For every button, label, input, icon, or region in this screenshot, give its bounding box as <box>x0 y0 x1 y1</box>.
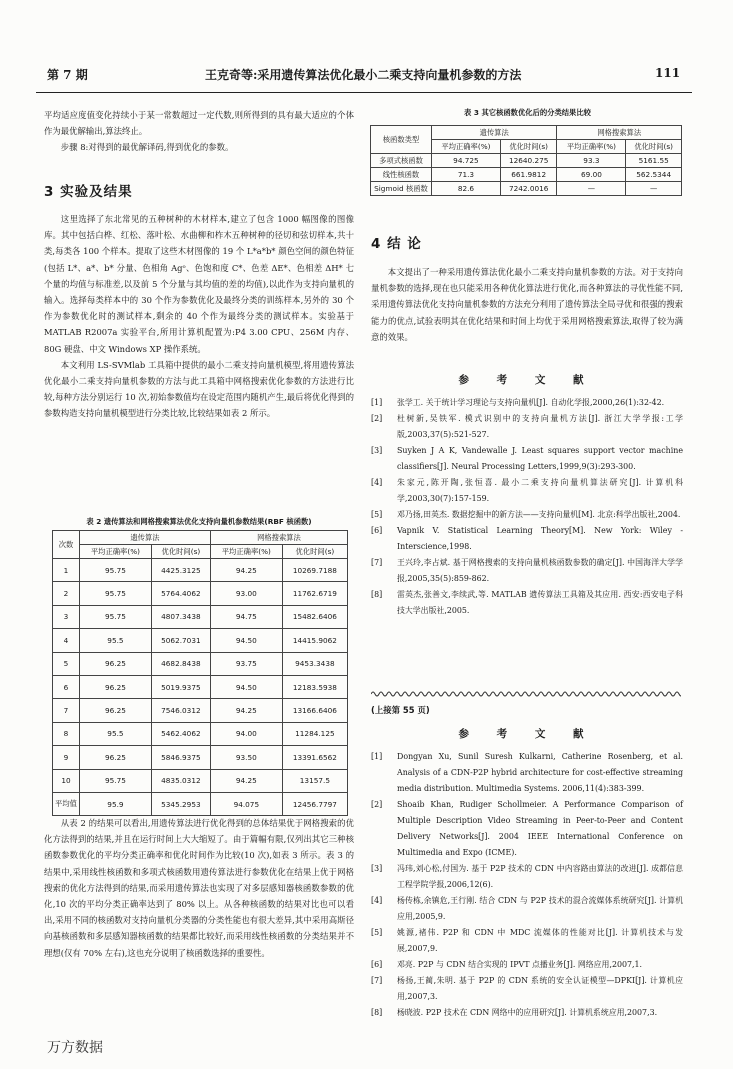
table-row <box>53 722 348 745</box>
table-row <box>53 652 348 675</box>
table-row <box>53 699 348 722</box>
reference-item <box>371 523 683 555</box>
table-cell: 5846.9375 <box>151 746 210 769</box>
reference-item <box>371 797 683 861</box>
table-cell: 94.25 <box>210 559 282 582</box>
table-cell: 94.75 <box>210 605 282 628</box>
reference-number: [4] <box>371 896 383 905</box>
reference-item <box>371 443 683 475</box>
group-header: 遗传算法 <box>432 126 557 140</box>
reference-text: 王兴玲,李占斌. 基于网格搜索的支持向量机核函数参数的确定[J]. 中国海洋大学学报,2005,35(5):859-862. <box>397 558 683 583</box>
reference-number: [6] <box>371 526 383 535</box>
paragraph: 从表 2 的结果可以看出,用遗传算法进行优化得到的总体结果优于网格搜索的优化方法得到的结果,并且在运行时间上大大缩短了。由于篇幅有限,仅列出其它三种核函数参数优化的平均分类正确率和优化时间作为比较(10 次),如表 3 所示。表 3 的结果中,采用线性核函数和多项式核函数用遗传算法进行参数优化在结果上优于网格搜索的优化方法得到的结果,而采用遗传算法也实现了对多层感知器核函数参数的优化,10 次的平均分类正确率达到了 80% 以上。从各种核函数的结果对比也可以看出,采用不同的核函数对支持向量机分类器的分类性能也有很大差异,其中采用高斯径向基核函数和多层感知器核函数的结果都比较好,而采用线性核函数的分类结果并不理想(仅有 70% 左右),这也充分说明了核函数选择的重要性。 <box>44 818 354 958</box>
reference-number: [5] <box>371 928 383 937</box>
reference-item <box>371 973 683 1005</box>
reference-number: [2] <box>371 800 383 809</box>
table-row <box>53 746 348 769</box>
table-cell: 69.00 <box>557 168 626 182</box>
table-row <box>53 792 348 815</box>
table-cell: 93.75 <box>210 652 282 675</box>
paragraph: 本文提出了一种采用遗传算法优化最小二乘支持向量机参数的方法。对于支持向量机参数的选择,现在也只能采用各种优化算法进行优化,而各种算法的寻优性能不同,采用遗传算法优化支持向量机参数的方法充分利用了遗传算法全局寻优和很强的搜索能力的优点,试验表明其在优化结果和时间上均优于采用网格搜索算法,取得了较为满意的效果。 <box>371 267 683 342</box>
paragraph: 本文利用 LS-SVMlab 工具箱中提供的最小二乘支持向量机模型,将用遗传算法优化最小二乘支持向量机参数的方法与此工具箱中网格搜索优化参数的方法进行比较,每种方法分别运行 10 次,初始参数值均在设定范围内随机产生,最后将优化得到的参数构造支持向量机模型进行分类比较,比较结果如表 2 所示。 <box>44 359 354 419</box>
table-cell: 平均值 <box>53 792 80 815</box>
table-cell: 5019.9375 <box>151 675 210 698</box>
col-header: 优化时间(s) <box>500 140 557 154</box>
table-cell: 95.9 <box>80 792 152 815</box>
table-cell: 5462.4062 <box>151 722 210 745</box>
table-cell: 4835.0312 <box>151 769 210 792</box>
table-cell: 96.25 <box>80 652 152 675</box>
reference-text: 雷英杰,张善文,李续武,等. MATLAB 遗传算法工具箱及其应用. 西安:西安电子科技大学出版社,2005. <box>397 590 683 615</box>
table-cell: 13391.6562 <box>282 746 347 769</box>
reference-number: [1] <box>371 752 383 761</box>
table3-caption: 表 3 其它核函数优化后的分类结果比较 <box>464 108 591 117</box>
reference-number: [8] <box>371 590 383 599</box>
table-cell: 13166.6406 <box>282 699 347 722</box>
table-cell: 线性核函数 <box>371 168 432 182</box>
table-cell: 94.725 <box>432 154 501 168</box>
table-cell: 11284.125 <box>282 722 347 745</box>
journal-issue: 第 7 期 <box>47 68 88 82</box>
reference-item <box>371 507 683 523</box>
table-cell: 94.50 <box>210 629 282 652</box>
section-heading: 3 实验及结果 <box>44 184 133 200</box>
reference-text: 张学工. 关于统计学习理论与支持向量机[J]. 自动化学报,2000,26(1):32-42. <box>397 398 665 407</box>
table-cell: 4 <box>53 629 80 652</box>
table-cell: 95.5 <box>80 722 152 745</box>
table-cell: 96.25 <box>80 746 152 769</box>
table-cell: 14415.9062 <box>282 629 347 652</box>
reference-text: 邓乃扬,田英杰. 数据挖掘中的新方法——支持向量机[M]. 北京:科学出版社,2004. <box>397 510 681 519</box>
table-cell: 95.75 <box>80 769 152 792</box>
left-column <box>44 107 354 156</box>
table-cell: 7242.0016 <box>500 182 557 196</box>
table-cell: 94.50 <box>210 675 282 698</box>
reference-text: Vapnik V. Statistical Learning Theory[M]. New York: Wiley - Interscience,1998. <box>397 526 683 551</box>
table-cell: 661.9812 <box>500 168 557 182</box>
reference-item <box>371 475 683 507</box>
table-cell: Sigmoid 核函数 <box>371 182 432 196</box>
table-cell: 13157.5 <box>282 769 347 792</box>
table-cell: 562.5344 <box>626 168 682 182</box>
reference-number: [3] <box>371 864 383 873</box>
references-heading: 参 考 文 献 <box>458 374 596 386</box>
table-row <box>53 769 348 792</box>
table-cell: 7546.0312 <box>151 699 210 722</box>
reference-text: 邓亮. P2P 与 CDN 结合实现的 IPVT 点播业务[J]. 网络应用,2007,1. <box>397 960 643 969</box>
reference-number: [4] <box>371 478 383 487</box>
reference-number: [2] <box>371 414 383 423</box>
reference-text: 朱家元,陈开陶,张恒喜. 最小二乘支持向量机算法研究[J]. 计算机科学,2003,30(7):157-159. <box>397 478 683 503</box>
table-cell: 10269.7188 <box>282 559 347 582</box>
table-row <box>53 605 348 628</box>
table-cell: 4425.3125 <box>151 559 210 582</box>
col-header: 平均正确率(%) <box>210 545 282 559</box>
reference-text: Suyken J A K, Vandewalle J. Least squares support vector machine classifiers[J]. Neural Processing Letters,1999,9(3):293-300. <box>397 446 683 471</box>
table-cell: 94.075 <box>210 792 282 815</box>
reference-item <box>371 925 683 957</box>
col-header: 核函数类型 <box>371 126 432 154</box>
table-row <box>53 629 348 652</box>
header-rule <box>36 92 692 93</box>
table-cell: 93.3 <box>557 154 626 168</box>
table-cell: 5 <box>53 652 80 675</box>
table-cell: 96.25 <box>80 699 152 722</box>
running-title: 王克奇等:采用遗传算法优化最小二乘支持向量机参数的方法 <box>205 68 522 82</box>
references-1 <box>371 372 683 619</box>
col-header: 次数 <box>53 531 80 559</box>
table-cell: 12183.5938 <box>282 675 347 698</box>
table-cell: 93.00 <box>210 582 282 605</box>
reference-item <box>371 893 683 925</box>
section3-discussion <box>44 815 354 961</box>
reference-item <box>371 1005 683 1021</box>
table-cell: 6 <box>53 675 80 698</box>
reference-item <box>371 861 683 893</box>
table-cell: 11762.6719 <box>282 582 347 605</box>
table-row <box>371 182 682 196</box>
table-cell: 3 <box>53 605 80 628</box>
table-cell: 94.00 <box>210 722 282 745</box>
reference-item <box>371 411 683 443</box>
col-header: 优化时间(s) <box>282 545 347 559</box>
reference-text: 姚源,褚伟. P2P 和 CDN 中 MDC 流媒体的性能对比[J]. 计算机技术与发展,2007,9. <box>397 928 683 953</box>
group-header: 遗传算法 <box>80 531 211 545</box>
table-cell: 4682.8438 <box>151 652 210 675</box>
table-cell: 95.75 <box>80 605 152 628</box>
table-cell: 95.75 <box>80 582 152 605</box>
table-cell: — <box>626 182 682 196</box>
reference-number: [8] <box>371 1008 383 1017</box>
table-cell: 4807.3438 <box>151 605 210 628</box>
col-header: 优化时间(s) <box>151 545 210 559</box>
reference-text: Dongyan Xu, Sunil Suresh Kulkarni, Catherine Rosenberg, et al. Analysis of a CDN-P2P hybrid architecture for cost-effective streaming media distribution. Multimedia Systems. 2006,11(4):383-399. <box>397 752 683 793</box>
reference-text: 杨扬,王蔺,朱明. 基于 P2P 的 CDN 系统的安全认证模型—DPKI[J]. 计算机应用,2007,3. <box>397 976 683 1001</box>
table-cell: 多项式核函数 <box>371 154 432 168</box>
paragraph: 平均适应度值变化持续小于某一常数超过一定代数,则所得到的具有最大适应的个体作为最优解输出,算法终止。 <box>44 110 354 137</box>
col-header: 平均正确率(%) <box>80 545 152 559</box>
reference-item <box>371 587 683 619</box>
reference-item <box>371 749 683 797</box>
table-cell: — <box>557 182 626 196</box>
table-cell: 9 <box>53 746 80 769</box>
table-cell: 2 <box>53 582 80 605</box>
table-cell: 94.25 <box>210 699 282 722</box>
col-header: 平均正确率(%) <box>432 140 501 154</box>
reference-text: 冯玮,刘心松,付国为. 基于 P2P 技术的 CDN 中内容路由算法的改进[J]. 成都信息工程学院学报,2006,12(6). <box>397 864 683 889</box>
reference-item <box>371 395 683 411</box>
table-cell: 5062.7031 <box>151 629 210 652</box>
page-number: 111 <box>655 66 681 80</box>
col-header: 平均正确率(%) <box>557 140 626 154</box>
references-heading: 参 考 文 献 <box>458 728 596 740</box>
paragraph: 这里选择了东北常见的五种树种的木材样本,建立了包含 1000 幅图像的图像库。其中包括白桦、红松、落叶松、水曲柳和柞木五种树种的径切和弦切样本,共十类,每类各 100 个样本。提取了这些木材图像的 19 个 L*a*b* 颜色空间的颜色特征(包括 L*、a*、b* 分量、色相角 Agᵒ、色饱和度 C*、色差 ΔE*、色相差 ΔH* 七个量的均值与标准差,以及前 5 个分量与其均值的差的均值),以此作为支持向量机的输入。选择每类样本中的 30 个作为参数优化及最终分类的训练样本,另外的 30 个作为参数优化时的测试样本,剩余的 40 个作为最终分类的测试样本。实验基于 MATLAB R2007a 实验平台,所用计算机配置为:P4 3.00 CPU、256M 内存、80G 硬盘、中文 Windows XP 操作系统。 <box>44 214 354 354</box>
reference-text: 杜树新,吴铁军. 模式识别中的支持向量机方法[J]. 浙江大学学报:工学版,2003,37(5):521-527. <box>397 414 683 439</box>
table-row <box>371 154 682 168</box>
table-cell: 93.50 <box>210 746 282 769</box>
reference-item <box>371 555 683 587</box>
col-header: 优化时间(s) <box>626 140 682 154</box>
table-cell: 94.25 <box>210 769 282 792</box>
reference-number: [7] <box>371 558 383 567</box>
separator-wave <box>371 690 681 698</box>
section4-body <box>371 264 683 345</box>
table-cell: 1 <box>53 559 80 582</box>
table-cell: 9453.3438 <box>282 652 347 675</box>
table-cell: 96.25 <box>80 675 152 698</box>
table-cell: 95.5 <box>80 629 152 652</box>
table-cell: 82.6 <box>432 182 501 196</box>
reference-number: [7] <box>371 976 383 985</box>
table2 <box>52 530 348 816</box>
watermark: 万方数据 <box>47 1040 103 1056</box>
table-row <box>53 582 348 605</box>
table-cell: 5764.4062 <box>151 582 210 605</box>
table-cell: 12456.7797 <box>282 792 347 815</box>
reference-number: [3] <box>371 446 383 455</box>
reference-text: 杨晓波. P2P 技术在 CDN 网络中的应用研究[J]. 计算机系统应用,2007,3. <box>397 1008 658 1017</box>
group-header: 网格搜索算法 <box>557 126 682 140</box>
table-cell: 7 <box>53 699 80 722</box>
group-header: 网格搜索算法 <box>210 531 347 545</box>
reference-number: [6] <box>371 960 383 969</box>
table2-caption: 表 2 遗传算法和网格搜索算法优化支持向量机参数结果(RBF 核函数) <box>86 517 312 526</box>
table-row <box>53 559 348 582</box>
reference-text: 杨传栋,余镇危,王行刚. 结合 CDN 与 P2P 技术的混合流媒体系统研究[J]. 计算机应用,2005,9. <box>397 896 683 921</box>
table3 <box>370 125 682 196</box>
paragraph: 步骤 8:对得到的最优解译码,得到优化的参数。 <box>60 142 234 153</box>
table-cell: 15482.6406 <box>282 605 347 628</box>
section-heading: 4 结 论 <box>371 236 422 252</box>
reference-number: [5] <box>371 510 383 519</box>
continued-note: (上接第 55 页) <box>371 705 430 715</box>
section3-body <box>44 211 354 422</box>
table-cell: 5161.55 <box>626 154 682 168</box>
table-row <box>53 675 348 698</box>
table-cell: 71.3 <box>432 168 501 182</box>
table-row <box>371 168 682 182</box>
table-cell: 5345.2953 <box>151 792 210 815</box>
table-cell: 12640.275 <box>500 154 557 168</box>
reference-item <box>371 957 683 973</box>
reference-text: Shoaib Khan, Rudiger Schollmeier. A Performance Comparison of Multiple Description Video Streaming in Peer-to-Peer and Content Delivery Networks[J]. 2004 IEEE International Conference on Multimedia and Expo (ICME). <box>397 800 683 857</box>
references-2 <box>371 726 683 1021</box>
reference-number: [1] <box>371 398 383 407</box>
table-cell: 95.75 <box>80 559 152 582</box>
table-cell: 10 <box>53 769 80 792</box>
table-cell: 8 <box>53 722 80 745</box>
